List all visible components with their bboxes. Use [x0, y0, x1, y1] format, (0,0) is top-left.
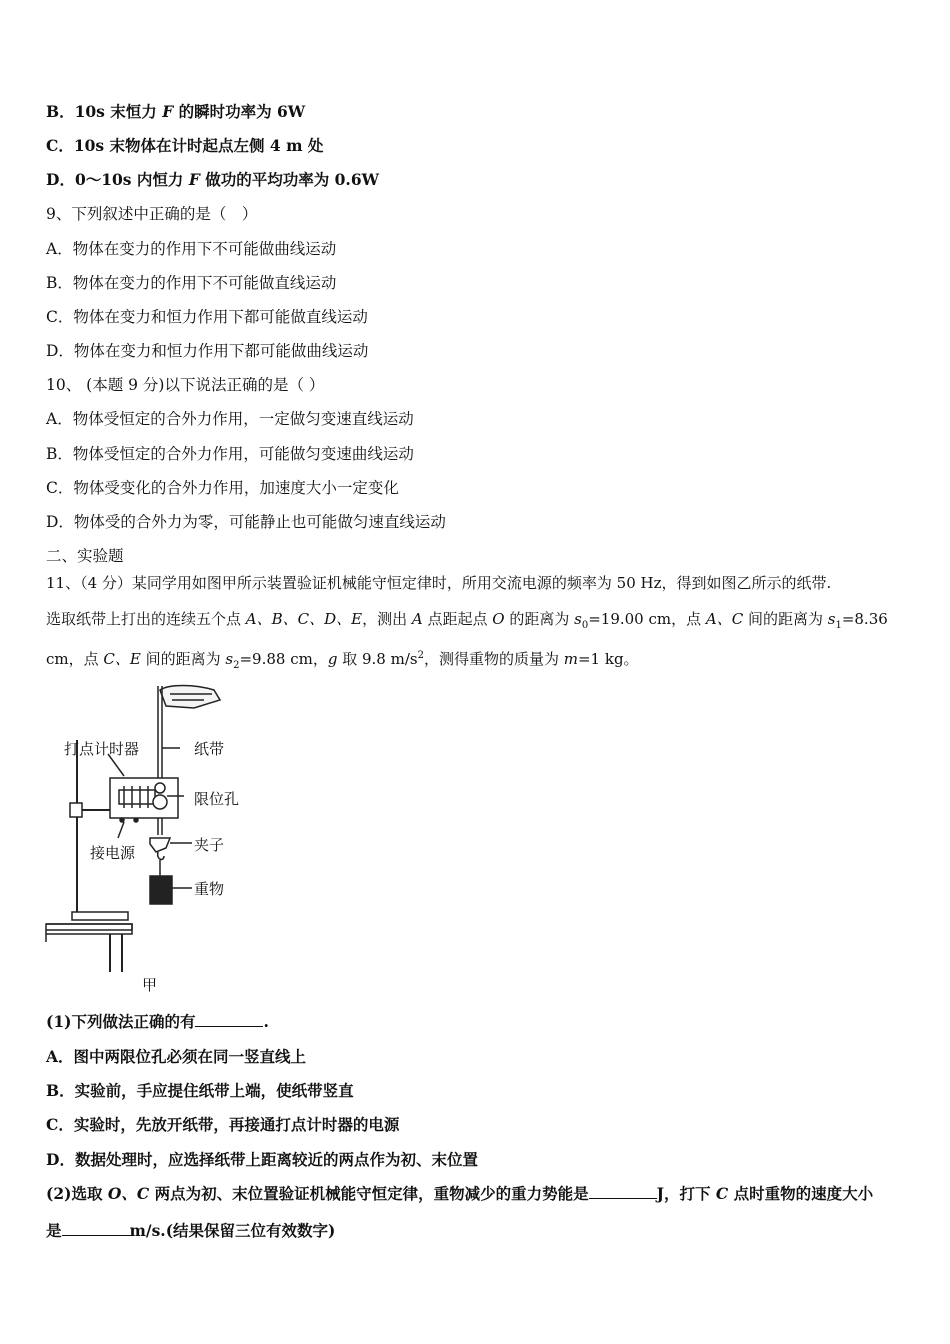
- q11-part1-stem: (1)下列做法正确的有 .: [46, 1012, 269, 1031]
- q11-stem-line1: 11、（4 分）某同学用如图甲所示装置验证机械能守恒定律时，所用交流电源的频率为 50 Hz，得到如图乙所示的纸带.: [46, 574, 832, 592]
- q8-option-d: D．0～10s 内恒力 F 做功的平均功率为 0.6W: [46, 170, 380, 189]
- label-clip: 夹子: [194, 836, 225, 854]
- q9-option-c: C．物体在变力和恒力作用下都可能做直线运动: [46, 308, 368, 326]
- q11-stem-line2: 选取纸带上打出的连续五个点 A、B、C、D、E，测出 A 点距起点 O 的距离为 $s_0=19.00$ cm，点 A、C 间的距离为 $s_1=8.36$: [46, 610, 888, 631]
- q8-option-b: B．10s 末恒力 F 的瞬时功率为 6W: [46, 102, 306, 121]
- q10-option-d: D．物体受的合外力为零，可能静止也可能做匀速直线运动: [46, 513, 446, 531]
- label-timer: 打点计时器: [64, 740, 140, 758]
- q11-part2-line1: (2)选取 O、C 两点为初、末位置验证机械能守恒定律，重物减少的重力势能是 J，打下 C 点时重物的速度大小: [46, 1184, 874, 1203]
- q11-stem-line3: cm，点 C、E 间的距离为 $s_2=9.88$ cm，g 取 9.8 $m/s^2$，测得重物的质量为 m=1 kg。: [46, 650, 639, 671]
- label-tape: 纸带: [194, 740, 225, 758]
- figure-caption: 甲: [142, 976, 158, 994]
- q11-part1-option-c: C．实验时，先放开纸带，再接通打点计时器的电源: [46, 1115, 400, 1134]
- q9-stem: 9、下列叙述中正确的是（ ）: [46, 205, 258, 223]
- label-power: 接电源: [90, 844, 136, 862]
- q10-option-a: A．物体受恒定的合外力作用，一定做匀变速直线运动: [46, 410, 414, 428]
- q8-option-c: C．10s 末物体在计时起点左侧 4 m 处: [46, 136, 324, 155]
- q9-option-d: D．物体在变力和恒力作用下都可能做曲线运动: [46, 342, 369, 360]
- q11-part2-line2: 是 m/s.(结果保留三位有效数字): [46, 1221, 336, 1240]
- q11-part1-option-a: A．图中两限位孔必须在同一竖直线上: [46, 1047, 307, 1066]
- q9-option-b: B．物体在变力的作用下不可能做直线运动: [46, 274, 337, 292]
- q9-option-a: A．物体在变力的作用下不可能做曲线运动: [46, 240, 337, 258]
- label-weight: 重物: [194, 880, 225, 898]
- q10-option-b: B．物体受恒定的合外力作用，可能做匀变速曲线运动: [46, 445, 414, 463]
- answer-blank-1[interactable]: [195, 1012, 263, 1027]
- label-limit-hole: 限位孔: [194, 790, 240, 808]
- q11-part1-option-d: D．数据处理时，应选择纸带上距离较近的两点作为初、末位置: [46, 1150, 478, 1169]
- answer-blank-3[interactable]: [62, 1221, 130, 1236]
- apparatus-figure: [44, 680, 254, 1000]
- q10-option-c: C．物体受变化的合外力作用，加速度大小一定变化: [46, 479, 399, 497]
- answer-blank-2[interactable]: [589, 1184, 657, 1199]
- section-title: 二、实验题: [46, 547, 124, 565]
- q11-part1-option-b: B．实验前，手应提住纸带上端，使纸带竖直: [46, 1081, 354, 1100]
- q10-stem: 10、 (本题 9 分)以下说法正确的是（ ）: [46, 376, 325, 394]
